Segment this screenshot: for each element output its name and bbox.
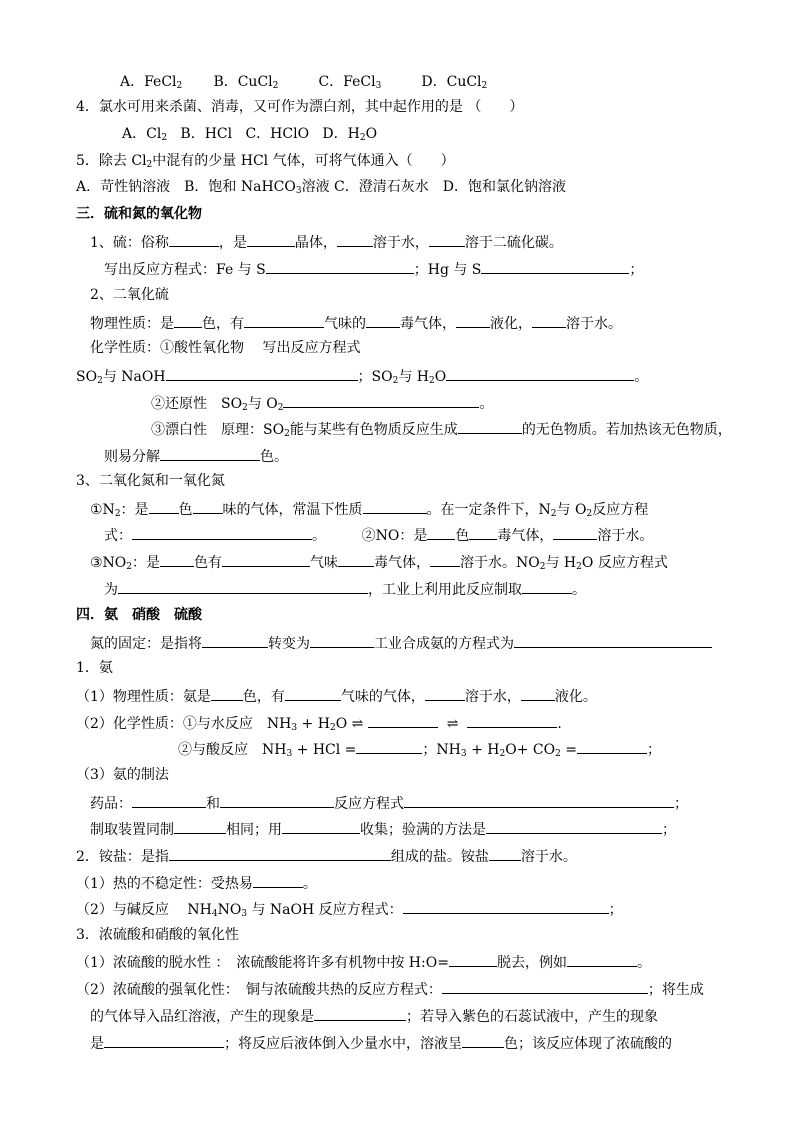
q4-options: A．$Cl_2$ B．HCl C．HClO D．$H_2O$ [122, 126, 378, 143]
ammonium-salts: 2．铵盐：是指 组成的盐。铵盐 溶于水。 [76, 845, 577, 867]
nox-title: 3、二氧化氮和一氧化氮 [76, 473, 225, 489]
sulfuric-oxidation-3: 是 ；将反应后液体倒入少量水中，溶液呈 色；该反应体现了浓硫酸的 [90, 1032, 672, 1054]
so2-decompose: 则易分解 色。 [104, 445, 288, 467]
ammonia-chem-acid: ②与酸反应 $NH_3$ + HCl = ；$NH_3 + H_2O+ CO_2$ = ； [178, 738, 661, 760]
ammonia-prep-title: （3）氨的制法 [76, 767, 169, 783]
ammonia-prep-reagents: 药品： 和 反应方程式 ； [90, 792, 688, 814]
ammonia-prep-apparatus: 制取装置同制 相同；用 收集；验满的方法是 ； [90, 818, 676, 840]
so2-bleaching: ③漂白性 原理：$SO_2$能与某些有色物质反应生成 的无色物质。若加热该无色物质， [151, 418, 732, 440]
section-3-title: 三．硫和氮的氧化物 [76, 206, 202, 222]
ammonia-chem-water: （2）化学性质：①与水反应 $NH_3 + H_2O$ ⇌ ⇌ . [76, 712, 562, 734]
acids-title: 3．浓硫酸和硝酸的氧化性 [76, 927, 239, 943]
q3-options: A．FeCl$_2$ B．CuCl$_2$ C．FeCl$_3$ D．CuCl$_2$ [120, 74, 488, 91]
sulfur-equations: 写出反应方程式：Fe 与 S ；Hg 与 S ； [104, 258, 643, 280]
n2-line-2: 式： 。 ②NO：是 色 毒气体， 溶于水。 [104, 524, 653, 546]
ammonia-title: 1．氨 [76, 660, 113, 676]
so2-chemical: 化学性质：①酸性氧化物 写出反应方程式 [90, 340, 361, 356]
ammonium-base: （2）与碱反应 $NH_4NO_3$ 与 NaOH 反应方程式： ； [76, 898, 623, 920]
sulfuric-dehydration: （1）浓硫酸的脱水性 ： 浓硫酸能将许多有机物中按 H:O= 脱去，例如 。 [76, 951, 651, 973]
so2-naoh-line: $SO_2$与 NaOH ；$SO_2$与 $H_2O$ 。 [76, 365, 648, 387]
sulfuric-oxidation: （2）浓硫酸的强氧化性： 铜与浓硫酸共热的反应方程式： ；将生成 [76, 978, 704, 1000]
sulfuric-oxidation-2: 的气体导入品红溶液，产生的现象是 ；若导入紫色的石蕊试液中，产生的现象 [90, 1005, 658, 1027]
q4-stem: 4．氯水可用来杀菌、消毒，又可作为漂白剂，其中起作用的是 （ ） [76, 99, 524, 115]
q5-stem: 5．除去 $Cl_2$中混有的少量 HCl 气体，可将气体通入（ ） [76, 153, 455, 170]
so2-reducing: ②还原性 $SO_2$与 $O_2$ 。 [151, 392, 493, 414]
ammonia-physical: （1）物理性质：氨是 色，有 气味的气体， 溶于水， 液化。 [76, 685, 597, 707]
so2-title: 2、二氧化硫 [90, 287, 169, 303]
no2-line: $③NO_2$：是 色有 气味 毒气体， 溶于水。$NO_2$与 $H_2O$ 反应方程式 [90, 551, 668, 573]
sulfur-line: 1、硫：俗称 ，是 晶体， 溶于水， 溶于二硫化碳。 [90, 231, 563, 253]
q5-options: A．苛性钠溶液 B．饱和 NaHCO$_3$溶液 C．澄清石灰水 D．饱和氯化钠溶液 [76, 179, 566, 196]
section-4-title: 四．氨 硝酸 硫酸 [76, 607, 202, 623]
ammonium-thermal: （1）热的不稳定性：受热易 。 [76, 872, 317, 894]
no2-line-2: 为 ，工业上利用此反应制取 。 [104, 578, 586, 600]
nitrogen-fixation: 氮的固定：是指将 转变为 工业合成氨的方程式为 [90, 632, 712, 654]
n2-line: $①N_2$：是 色 味的气体，常温下性质 。在一定条件下，$N_2$与 $O_2$反应方程 [90, 498, 648, 520]
so2-physical: 物理性质：是 色，有 气味的 毒气体， 液化， 溶于水。 [90, 312, 622, 334]
